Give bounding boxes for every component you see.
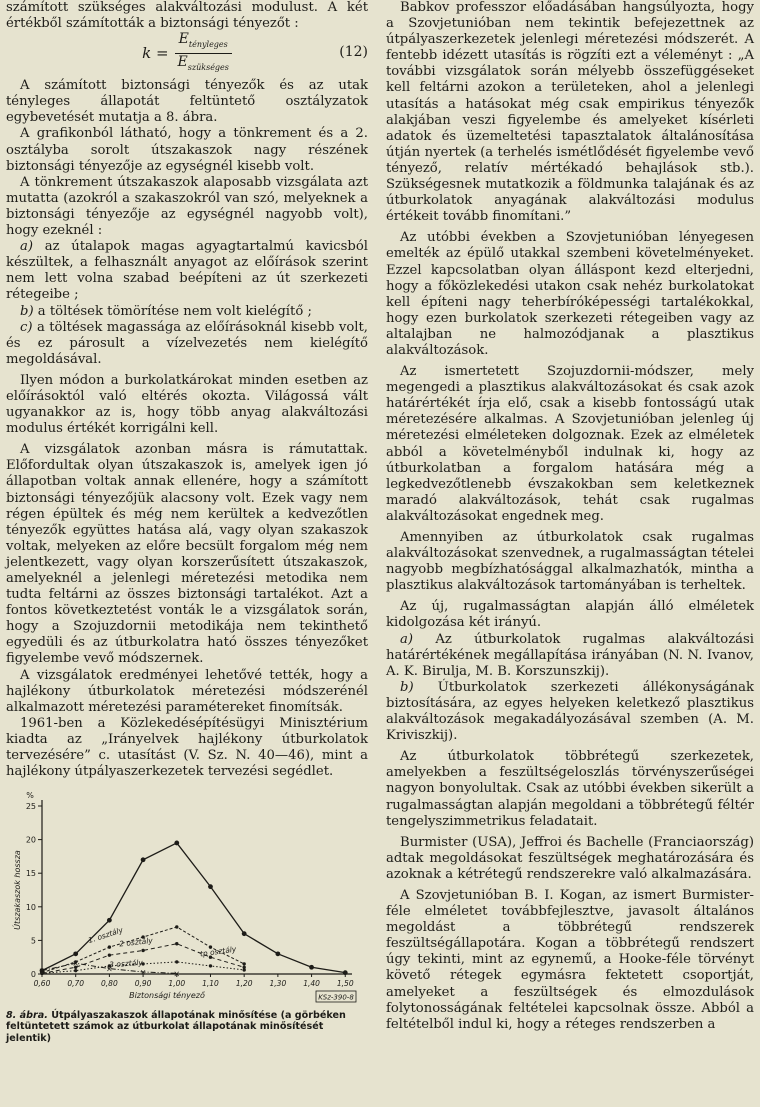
series-label: 2 osztály <box>118 936 154 949</box>
data-point <box>242 931 247 936</box>
figure-8 <box>6 788 368 1044</box>
y-axis-label: Útszakaszok hossza <box>13 850 22 931</box>
formula-denominator: $E_{szükséges}$ <box>177 53 229 72</box>
line-chart <box>6 788 368 1008</box>
y-unit-label: % <box>26 791 34 801</box>
left-column <box>6 0 368 1044</box>
paragraph: Az új, rugalmasságtan alapján álló elméletek kidolgozása két irányú. <box>386 599 754 631</box>
list-item-b: b) Útburkolatok szerkezeti állékonyságának biztosítására, az egyes helyeken keletkező plasztikus alakváltozások megakadályozásával szemben (A. M. Kriviszkij). <box>386 679 754 744</box>
data-point: × <box>38 966 46 976</box>
series-label: 3 osztály <box>108 958 144 970</box>
x-axis-label: Biztonsági tényező <box>129 991 205 1001</box>
formula-numerator: $E_{tényleges}$ <box>178 30 228 49</box>
data-point <box>174 841 179 846</box>
paragraph: A Szovjetunióban B. I. Kogan, az ismert Burmister-féle elméletet továbbfejlesztve, javasolt általános megoldást a többrétegű rendszerek feszültségállapotára. Kogan a többrétegű rendszert úgy tekinti, mint az egynemű, a Hooke-féle törvényt követő rétegek egymásra fektetett csoportját, amelyeket a feszültségek és elmozdulások folytonosságának feltételei kapcsolnak össze. Abból a feltételből indul ki, hogy a réteges rendszerben a <box>386 887 754 1032</box>
data-point: × <box>173 969 181 979</box>
data-point <box>107 918 112 923</box>
paragraph: A grafikonból látható, hogy a tönkrement és a 2. osztályba sorolt útszakaszok nagy részének biztonsági tényezője az egységnél kisebb volt. <box>6 126 368 174</box>
data-point: × <box>106 964 113 974</box>
data-point <box>242 962 245 965</box>
x-tick-label: 1,40 <box>303 979 320 989</box>
data-point <box>209 964 212 967</box>
paragraph: Az ismertetett Szojuzdornii-módszer, mely megengedi a plasztikus alakváltozásokat és csak azok határértékét írja elő, csak a kisebb fontosságú utak méretezésére alkalmas. A Szovjetunióban jelenleg új méretezési elméleteken dolgoznak. Ezek az elméletek abból a követelményből indulnak ki, hogy az útburkolatban a forgalom hatására még a legkedvezőtlenebb évszakokban sem keletkeznek maradó alakváltozások, tehát csak rugalmas alakváltozásokat engednek meg. <box>386 364 754 524</box>
list-item-b: b) a töltések tömörítése nem volt kielégítő ; <box>20 303 312 319</box>
list-item-a: a) az útalapok magas agyagtartalmú kavicsból készültek, a felhasznált anyagot az előírások szerint nem lett volna szabad beépíteni az út szerkezeti rétegeibe ; <box>6 239 368 303</box>
data-point <box>108 954 111 957</box>
figure-caption: 8. ábra. Útpályaszakaszok állapotának minősítése (a görbéken feltüntetett számok az útburkolat állapotának minősítését jelentik) <box>6 1010 346 1044</box>
paragraph: Az utóbbi években a Szovjetunióban lényegesen emelték az épülő utakkal szembeni követelményeket. Ezzel kapcsolatban olyan álláspont kezd elterjedni, hogy a főközlekedési utakon csak nehéz burkolatokat kell építeni nagy teherbíróképességi tartalékokkal, hogy ezen burkolatok szerkezeti rétegeiben vagy az altalajban ne halmozódjanak a plasztikus alakváltozások. <box>386 230 754 358</box>
x-tick-label: 0,80 <box>101 979 118 989</box>
x-tick-label: 0,60 <box>33 979 51 989</box>
formula-lhs: k = <box>142 44 169 63</box>
data-point <box>175 960 178 963</box>
data-point <box>242 968 245 971</box>
x-tick-label: 1,30 <box>269 979 287 989</box>
paragraph: Babkov professzor előadásában hangsúlyozta, hogy a Szovjetunióban nem tekintik befejezettnek az útpályaszerkezetek jelenlegi méretezési módszerét. A fentebb idézett utasítás is rögzíti ezt a véleményt : „A további vizsgálatok során mélyebb összefüggéseket kell feltárni azokon a területeken, ahol a jelenlegi utasítás a hatásokat még csak empirikus tényezők alakjában veszi figyelembe és amelyeket kísérleti adatok és üzemeltetési tapasztalatok általánosítása útján nyertek (a terhelés ismétlődését figyelembe vevő tényező, relatív mértékadó behajlások stb.). Szükségesnek mutatkozik a földmunka talajának és az útburkolatok anyagának alakváltozási modulus értékeit tovább finomítani.” <box>386 0 754 225</box>
series-label: tp osztály <box>199 944 237 959</box>
data-point: × <box>139 968 147 978</box>
x-tick-label: 1,20 <box>235 979 253 989</box>
paragraph: számított szükséges alakváltozási modulust. A két értékből számították a biztonsági tényezőt : <box>6 0 368 32</box>
data-point <box>309 965 314 970</box>
series-line <box>42 843 345 973</box>
formula-12 <box>6 30 368 72</box>
right-column <box>386 0 754 1033</box>
formula-fraction <box>175 31 232 76</box>
data-point <box>175 942 178 945</box>
paragraph: Ilyen módon a burkolatkárokat minden esetben az előírásoktól való eltérés okozta. Világossá vált ugyanakkor az is, hogy több anyag alakváltozási modulus értékét korrigálni kell. <box>6 372 368 437</box>
series-label: 1. osztály <box>87 925 125 946</box>
data-point <box>74 969 77 972</box>
data-point <box>275 952 280 957</box>
list-item-a: a) Az útburkolatok rugalmas alakváltozási határértékének megállapítása irányában (N. N. Ivanov, A. K. Birulja, M. B. Korszunszkij). <box>386 631 754 679</box>
y-tick-label: 15 <box>25 869 36 879</box>
data-point <box>108 946 111 949</box>
y-tick-label: 25 <box>25 802 36 812</box>
list-item-c: c) a töltések magassága az előírásoknál kisebb volt, és ez párosult a vízelvezetés nem kielégítő megoldásával. <box>6 319 368 367</box>
data-point <box>141 949 144 952</box>
paragraph: A tönkrement útszakaszok alaposabb vizsgálata azt mutatta (azokról a szakaszokról van szó, melyeknek a biztonsági tényezője az egységnél nagyobb volt), hogy ezeknél : <box>6 174 368 239</box>
paragraph: 1961-ben a Közlekedésépítésügyi Minisztérium kiadta az „Irányelvek hajlékony útburkolatok tervezésére” c. utasítást (V. Sz. N. 40—46), mint a hajlékony útpályaszerkezetek tervezési segédlet. <box>6 715 368 780</box>
x-tick-label: 1,10 <box>202 979 219 989</box>
paragraph: A számított biztonsági tényezők és az utak tényleges állapotát feltüntető osztályzatok egybevetését mutatja a 8. ábra. <box>6 78 368 126</box>
paragraph: A vizsgálatok eredményei lehetővé tették, hogy a hajlékony útburkolatok méretezési módszerénél alkalmazott méretezési paramétereket finomítsák. <box>6 667 368 715</box>
y-tick-label: 5 <box>30 936 36 946</box>
x-tick-label: 1,00 <box>168 979 186 989</box>
paragraph: A vizsgálatok azonban másra is rámutattak. Előfordultak olyan útszakaszok is, amelyek igen jó állapotban voltak annak ellenére, hogy a számított biztonsági tényezőjük alacsony volt. Ezek vagy nem régen épültek és még nem kerültek a kedvezőtlen tényezők együttes hatása alá, vagy olyan szakaszok voltak, melyeken az előre becsült forgalom még nem jelentkezett, vagy olyan korszerűsített útszakaszok, amelyeknél a jelenlegi méretezési metodika nem tudta feltárni az összes biztonsági tartalékot. Azt a fontos következtetést vonták le a vizsgálatok során, hogy a Szojuzdornii metodikája nem tekinthető egyedüli és az útburkolatra ható összes tényezőket figyelembe vevő módszernek. <box>6 442 368 667</box>
data-point <box>73 952 78 957</box>
data-point <box>175 925 178 928</box>
y-tick-label: 0 <box>30 970 36 980</box>
data-point <box>141 858 146 863</box>
x-tick-label: 1,50 <box>336 979 354 989</box>
data-point <box>208 884 213 889</box>
data-point <box>343 970 348 975</box>
y-tick-label: 20 <box>25 835 36 845</box>
y-tick-label: 10 <box>25 903 36 913</box>
paragraph: Burmister (USA), Jeffroi és Bachelle (Franciaország) adtak megoldásokat feszültségek meghatározására és azoknak a kétrétegű rendszerekre való alkalmazására. <box>386 834 754 882</box>
equation-number: (12) <box>339 44 368 61</box>
paragraph: Az útburkolatok többrétegű szerkezetek, amelyekben a feszültségeloszlás törvényszerűségei nagyon bonyolultak. Csak az utóbbi években sikerült a rugalmasságtan alapján megoldani a többrétegű féltér tengelyszimmetrikus feladatait. <box>386 749 754 829</box>
x-tick-label: 0,90 <box>134 979 152 989</box>
data-point: × <box>72 959 80 969</box>
paragraph: Amennyiben az útburkolatok csak rugalmas alakváltozásokat szenvednek, a rugalmasságtan tételei nagyobb megbízhatósággal alkalmazhatók, mintha a plasztikus alakváltozások tartományában is terheltek. <box>386 530 754 594</box>
x-tick-label: 0,70 <box>67 979 85 989</box>
stamp-label: KSz-390-8 <box>318 993 354 1002</box>
